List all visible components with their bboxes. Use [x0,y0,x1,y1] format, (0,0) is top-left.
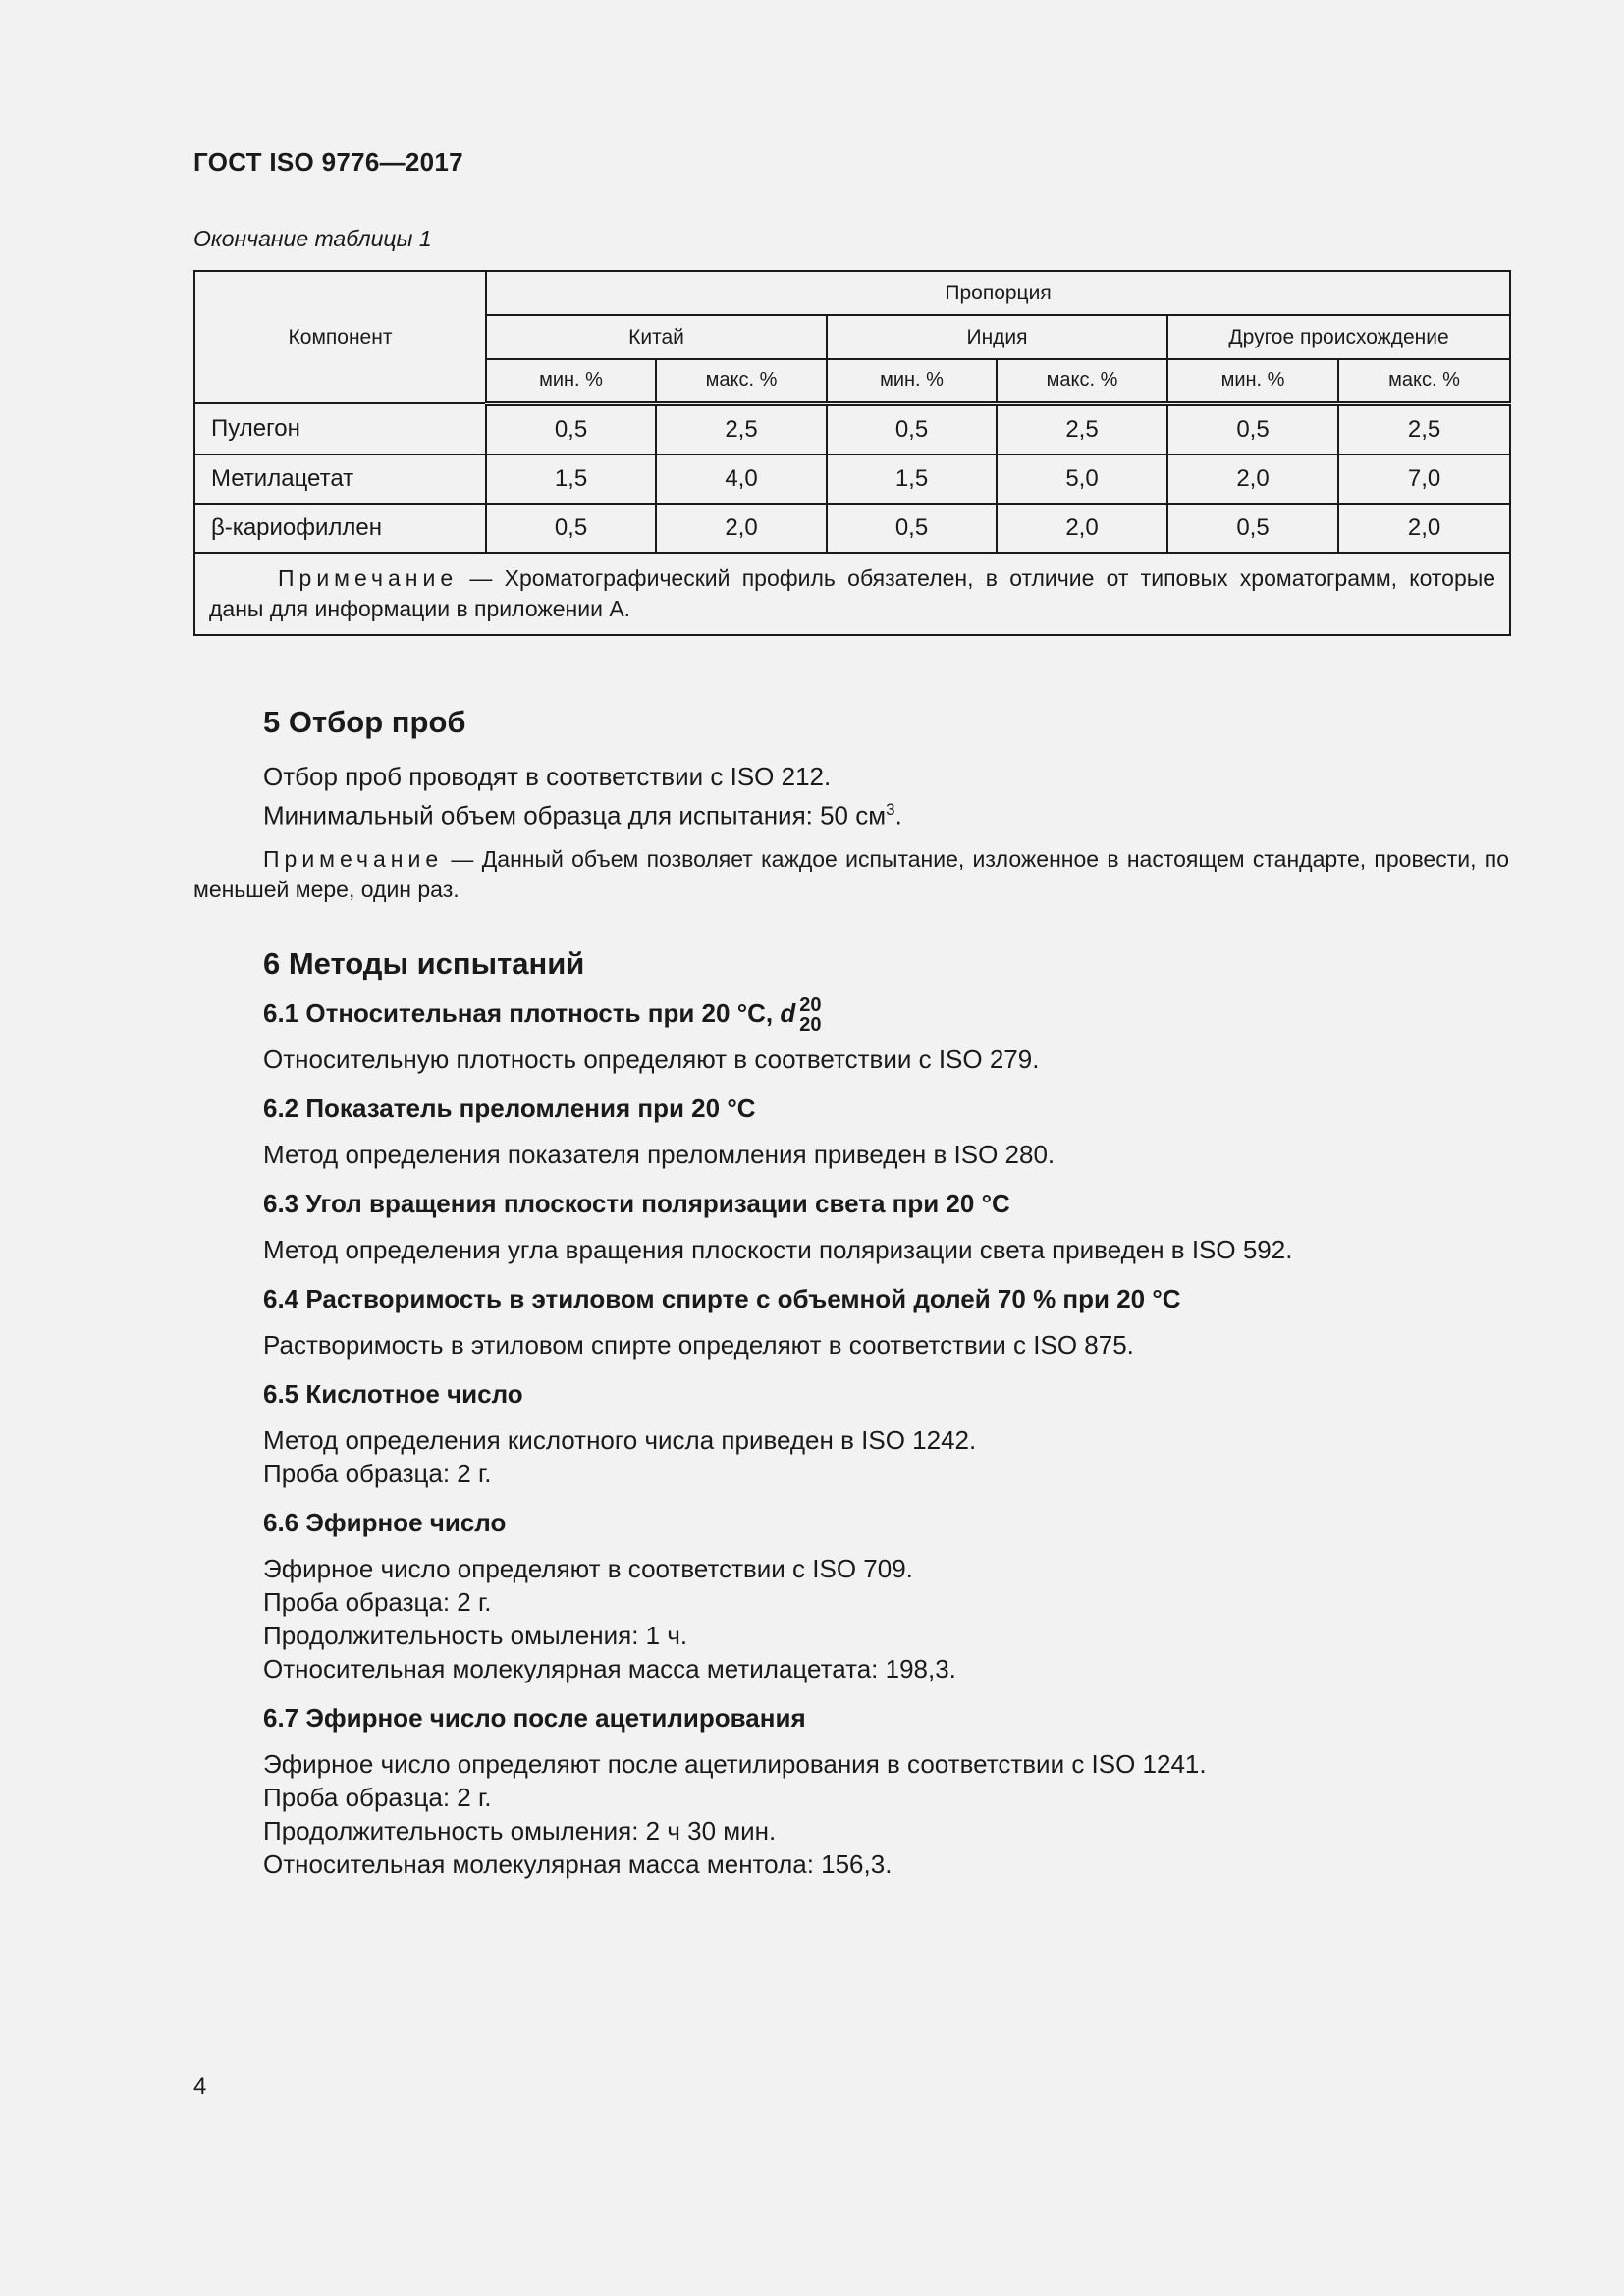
section-6-4-title: 6.4 Растворимость в этиловом спирте с объемной долей 70 % при 20 °C [263,1283,1181,1313]
section-6-2-text: Метод определения показателя преломления приведен в ISO 280. [263,1139,1056,1169]
section-5-line-main: Минимальный объем образца для испытания: 50 см [263,800,887,830]
section-5-title: 5 Отбор проб [263,705,466,739]
header-max: макс. % [1338,359,1510,403]
density-indices [799,995,821,1035]
section-6-7-line: Продолжительность омыления: 2 ч 30 мин. [263,1815,777,1845]
section-5-line-end: . [894,800,902,830]
row-value: 2,5 [656,403,827,454]
row-component: Метилацетат [194,454,486,504]
section-6-4-text: Растворимость в этиловом спирте определяют в соответствии с ISO 875. [263,1329,1134,1360]
table-note-text: — Хроматографический профиль обязателен, в отличие от типовых хроматограмм, которые даны для информации в приложении А. [209,564,1496,621]
table-caption: Окончание таблицы 1 [193,226,432,251]
section-6-7-line: Эфирное число определяют после ацетилирования в соответствии с ISO 1241. [263,1748,1207,1779]
table-note [194,553,1510,635]
page-header-doc-code: ГОСТ ISO 9776—2017 [193,147,463,177]
section-6-title: 6 Методы испытаний [263,945,585,981]
row-value: 0,5 [486,403,656,454]
header-region-other: Другое происхождение [1167,315,1510,359]
header-max: макс. % [656,359,827,403]
table-row [194,403,1510,454]
section-6-1-title-text: 6.1 Относительная плотность при 20 °C, [263,997,781,1028]
section-6-6-title: 6.6 Эфирное число [263,1507,507,1537]
section-6-7-title: 6.7 Эфирное число после ацетилирования [263,1702,806,1733]
section-6-5-line: Метод определения кислотного числа приведен в ISO 1242. [263,1424,977,1455]
table-note-label: Примечание [278,564,459,591]
section-6-6-line: Продолжительность омыления: 1 ч. [263,1620,688,1650]
section-6-1-text: Относительную плотность определяют в соответствии с ISO 279. [263,1043,1040,1074]
table-row [194,454,1510,504]
row-component: Пулегон [194,403,486,454]
density-sub: 20 [799,1013,822,1036]
table-row [194,504,1510,553]
row-component: β-кариофиллен [194,504,486,553]
section-6-6-line: Эфирное число определяют в соответствии с ISO 709. [263,1553,913,1583]
row-value: 2,0 [997,504,1167,553]
row-value: 5,0 [997,454,1167,504]
section-5-note-text: — Данный объем позволяет каждое испытание, изложенное в настоящем стандарте, провести, по меньшей мере, один раз. [193,845,1509,902]
header-component: Компонент [194,271,486,403]
header-min: мин. % [1167,359,1338,403]
section-6-6-line: Относительная молекулярная масса метилацетата: 198,3. [263,1653,956,1683]
section-6-1-title [263,995,1509,1035]
row-value: 2,0 [1167,454,1338,504]
row-value: 0,5 [827,504,997,553]
row-value: 1,5 [486,454,656,504]
density-symbol: d [780,997,796,1028]
components-table [193,270,1511,636]
section-6-7-line: Относительная молекулярная масса ментола: 156,3. [263,1848,893,1879]
row-value: 0,5 [1167,504,1338,553]
section-6-7-line: Проба образца: 2 г. [263,1782,492,1812]
section-5-line [263,793,1509,832]
row-value: 0,5 [827,403,997,454]
header-region-india: Индия [827,315,1167,359]
section-6-5-title: 6.5 Кислотное число [263,1378,523,1409]
density-sup: 20 [799,993,822,1016]
section-6-3-text: Метод определения угла вращения плоскости поляризации света приведен в ISO 592. [263,1234,1293,1264]
section-6-6-line: Проба образца: 2 г. [263,1586,492,1617]
header-region-china: Китай [486,315,827,359]
section-6-3-title: 6.3 Угол вращения плоскости поляризации света при 20 °C [263,1188,1010,1218]
row-value: 2,5 [1338,403,1510,454]
section-5-line-sup: 3 [886,800,895,819]
section-6-2-title: 6.2 Показатель преломления при 20 °C [263,1093,756,1123]
row-value: 0,5 [1167,403,1338,454]
header-min: мин. % [486,359,656,403]
header-proportion: Пропорция [486,271,1510,315]
row-value: 2,0 [1338,504,1510,553]
row-value: 2,5 [997,403,1167,454]
main-content [193,705,1509,1881]
row-value: 4,0 [656,454,827,504]
row-value: 2,0 [656,504,827,553]
row-value: 0,5 [486,504,656,553]
row-value: 7,0 [1338,454,1510,504]
section-6-5-line: Проба образца: 2 г. [263,1458,492,1488]
row-value: 1,5 [827,454,997,504]
header-min: мин. % [827,359,997,403]
page-number: 4 [193,2073,207,2100]
section-5-line: Отбор проб проводят в соответствии с ISO 212. [263,762,832,791]
section-5-note [193,844,1509,905]
section-5-note-label: Примечание [263,845,444,872]
header-max: макс. % [997,359,1167,403]
